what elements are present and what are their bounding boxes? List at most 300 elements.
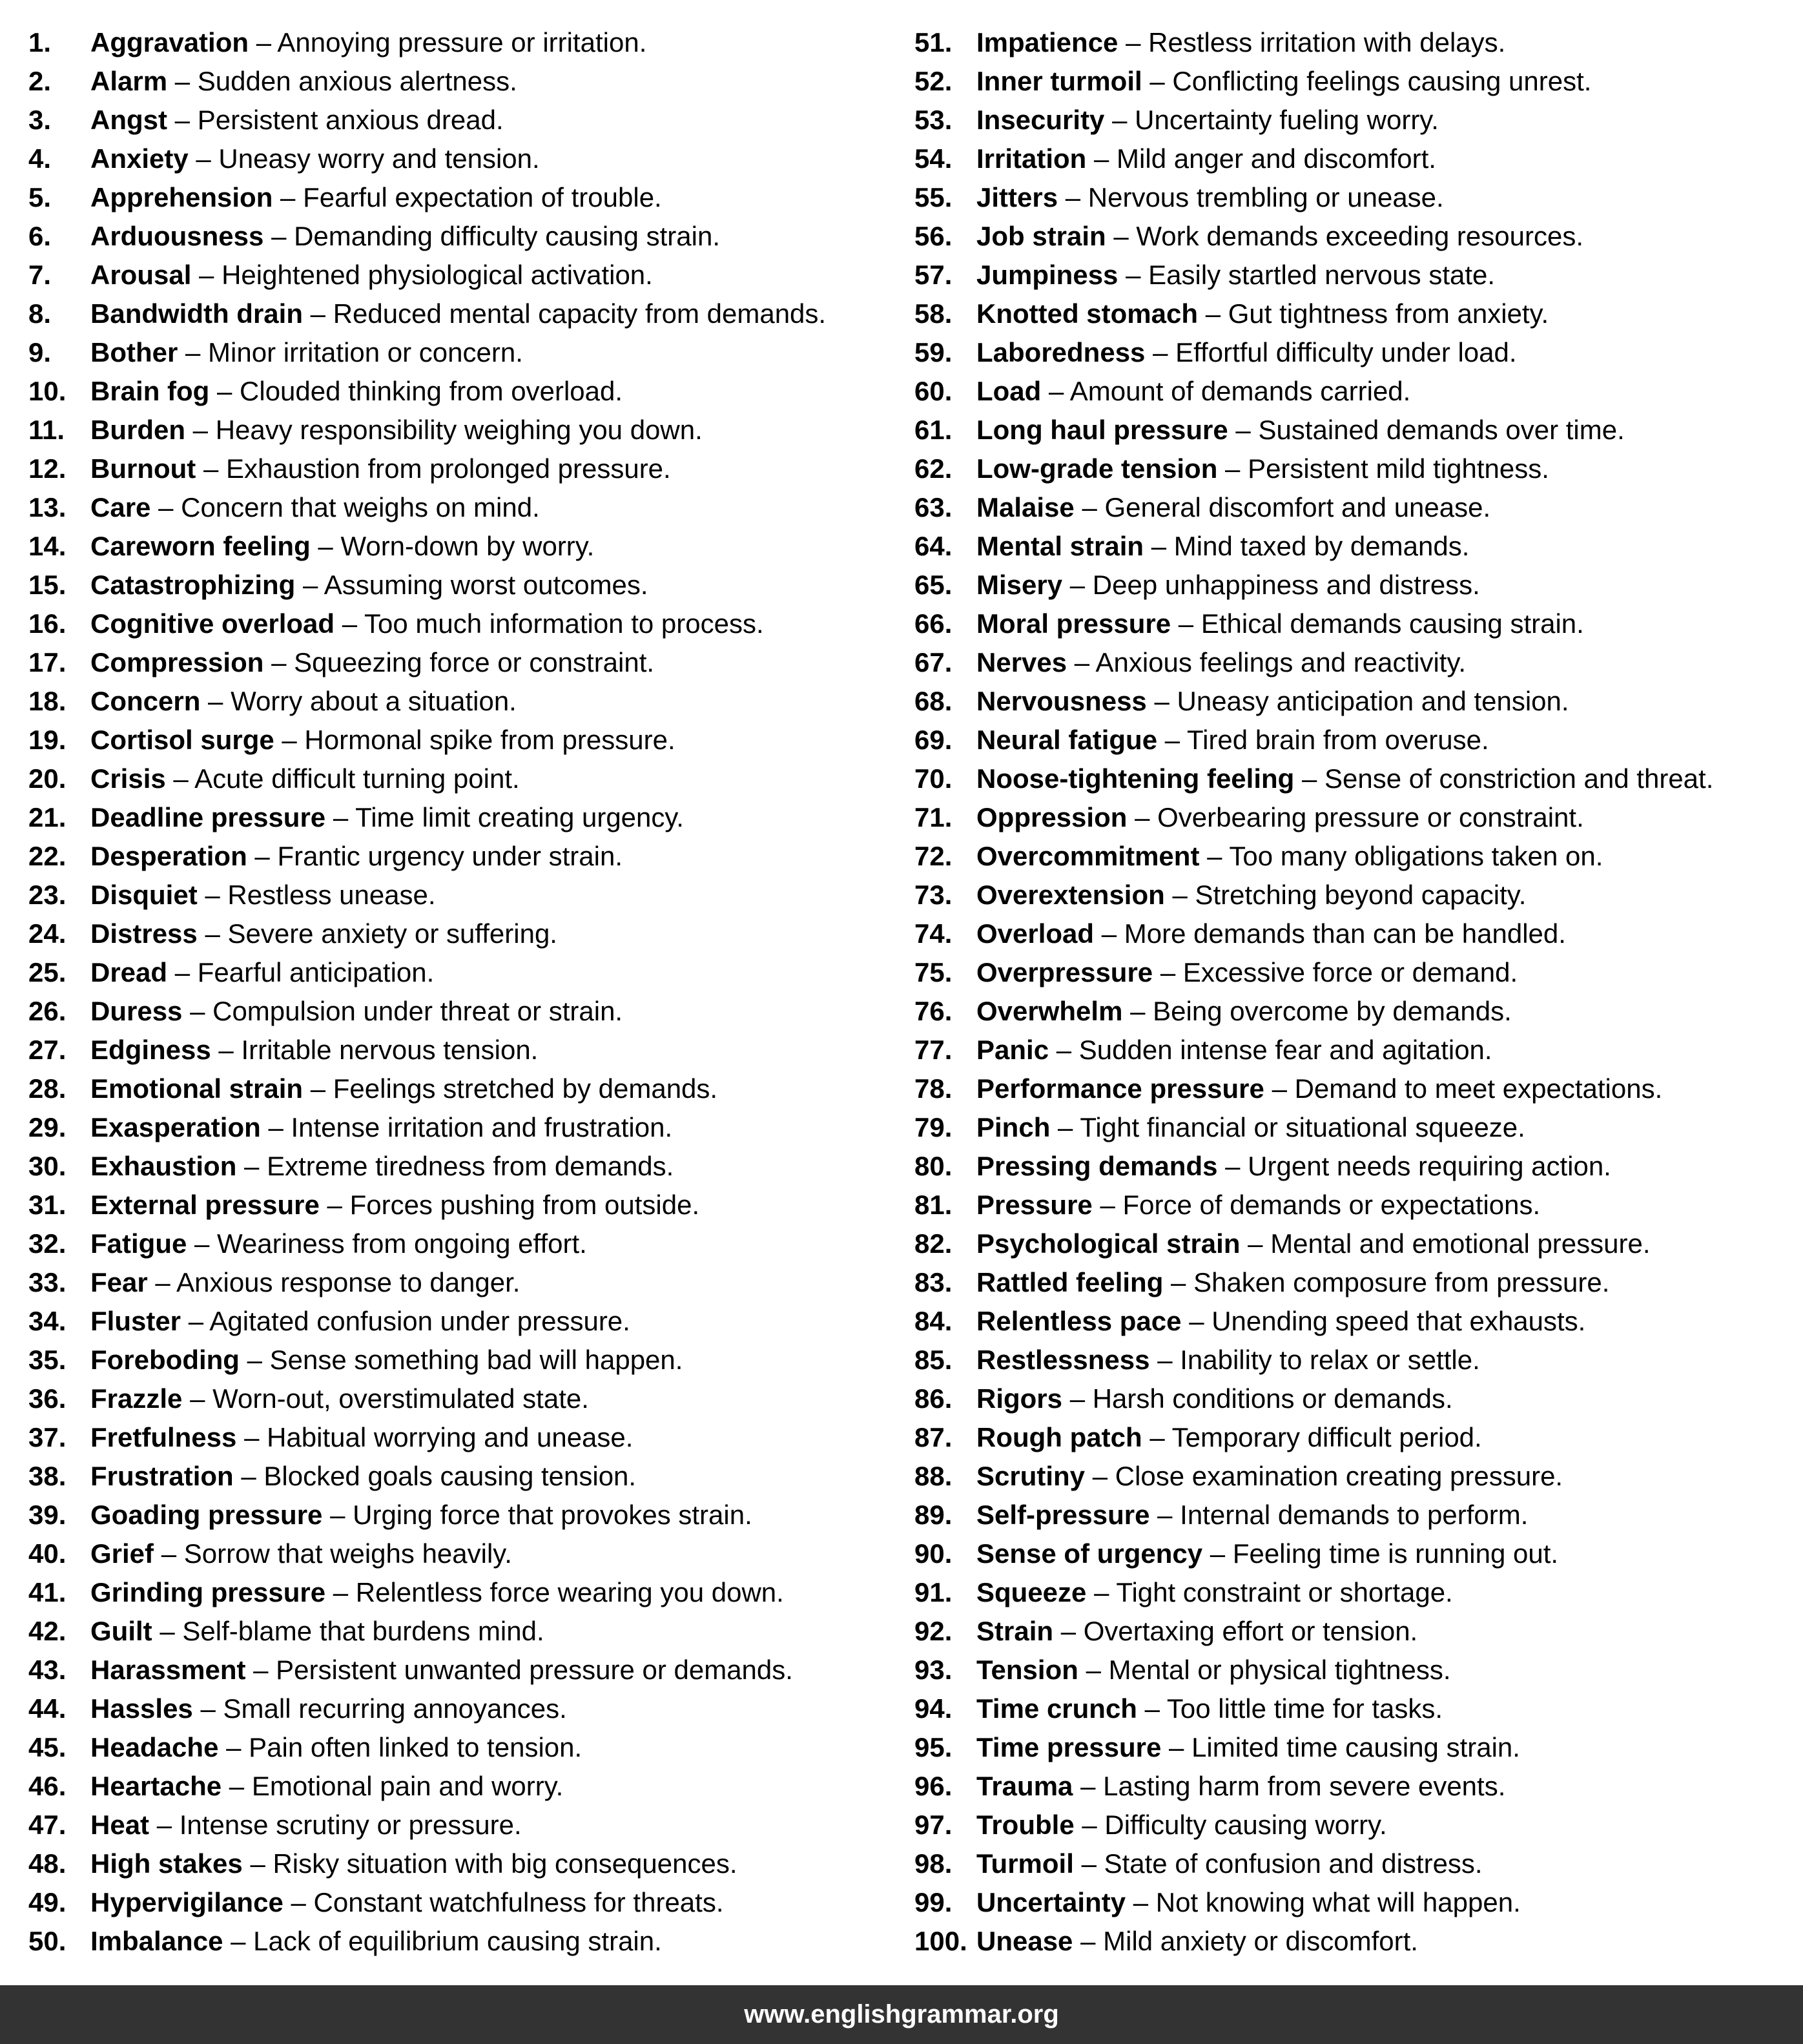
item-separator: – [1169, 1732, 1184, 1762]
item-term: Fear [90, 1267, 148, 1297]
item-text [976, 1147, 1611, 1186]
item-definition: Stretching beyond capacity. [1195, 880, 1527, 910]
item-separator: – [1149, 1422, 1165, 1452]
item-text [90, 1806, 522, 1844]
item-term: Rattled feeling [976, 1267, 1164, 1297]
item-definition: Sorrow that weighs heavily. [183, 1538, 512, 1569]
list-item [28, 256, 887, 294]
item-text [90, 1496, 752, 1534]
item-separator: – [256, 27, 272, 57]
item-term: Pressing demands [976, 1151, 1218, 1181]
item-number: 68. [914, 686, 953, 716]
item-separator: – [174, 957, 191, 987]
item-definition: Uneasy anticipation and tension. [1177, 686, 1569, 716]
item-number: 70. [914, 763, 953, 794]
item-term: Compression [90, 647, 264, 677]
item-term: Trouble [976, 1810, 1075, 1840]
item-term: Knotted stomach [976, 298, 1199, 329]
item-separator: – [192, 415, 209, 445]
item-separator: – [161, 1538, 177, 1569]
item-term: Brain fog [90, 376, 210, 406]
item-text [90, 1844, 737, 1883]
item-separator: – [158, 492, 174, 522]
item-term: Moral pressure [976, 608, 1171, 639]
list-item [914, 566, 1799, 604]
item-number: 3. [28, 105, 52, 135]
item-number: 5. [28, 182, 52, 212]
item-term: Overcommitment [976, 841, 1200, 871]
item-term: Distress [90, 918, 198, 949]
item-term: Impatience [976, 27, 1118, 57]
item-text [90, 992, 623, 1031]
list-item [28, 1612, 887, 1651]
item-term: Irritation [976, 143, 1087, 174]
item-separator: – [282, 725, 297, 755]
list-item [914, 1651, 1799, 1689]
list-item [28, 643, 887, 682]
list-item [28, 1728, 887, 1767]
item-definition: Anxious response to danger. [176, 1267, 520, 1297]
item-term: Heat [90, 1810, 150, 1840]
item-term: Harassment [90, 1655, 246, 1685]
item-number: 16. [28, 608, 67, 639]
item-definition: Acute difficult turning point. [194, 763, 520, 794]
item-definition: Urgent needs requiring action. [1248, 1151, 1611, 1181]
item-text [90, 1689, 567, 1728]
item-definition: Uncertainty fueling worry. [1135, 105, 1439, 135]
item-definition: Being overcome by demands. [1153, 996, 1512, 1026]
list-item [28, 1186, 887, 1224]
list-item [914, 721, 1799, 759]
item-number: 28. [28, 1073, 67, 1104]
item-text [90, 1573, 784, 1612]
item-term: Restlessness [976, 1345, 1150, 1375]
item-text [976, 449, 1549, 488]
item-term: Guilt [90, 1616, 152, 1646]
item-number: 50. [28, 1926, 67, 1956]
item-number: 25. [28, 957, 67, 987]
item-term: Emotional strain [90, 1073, 304, 1104]
item-separator: – [1092, 1461, 1108, 1491]
list-item [28, 1767, 887, 1806]
item-definition: Unending speed that exhausts. [1211, 1306, 1586, 1336]
list-item [914, 837, 1799, 876]
item-separator: – [1301, 763, 1317, 794]
item-definition: Feelings stretched by demands. [333, 1073, 718, 1104]
item-text [90, 682, 517, 721]
item-number: 75. [914, 957, 953, 987]
item-term: Catastrophizing [90, 570, 296, 600]
item-number: 8. [28, 298, 52, 329]
item-text [90, 62, 517, 101]
item-number: 89. [914, 1500, 953, 1530]
item-number: 58. [914, 298, 953, 329]
item-definition: More demands than can be handled. [1124, 918, 1566, 949]
item-separator: – [280, 182, 296, 212]
item-definition: Work demands exceeding resources. [1136, 221, 1583, 251]
item-term: Rigors [976, 1383, 1063, 1414]
item-separator: – [1205, 298, 1221, 329]
item-text [90, 527, 594, 566]
item-number: 57. [914, 260, 953, 290]
item-definition: Limited time causing strain. [1191, 1732, 1520, 1762]
item-number: 13. [28, 492, 67, 522]
item-text [90, 837, 623, 876]
item-term: Psychological strain [976, 1228, 1241, 1259]
item-separator: – [217, 376, 232, 406]
item-number: 71. [914, 802, 953, 832]
item-number: 7. [28, 260, 52, 290]
item-term: Bandwidth drain [90, 298, 303, 329]
item-term: Edginess [90, 1035, 211, 1065]
list-item [28, 759, 887, 798]
item-text [90, 798, 684, 837]
item-text [976, 1883, 1521, 1922]
item-definition: State of confusion and distress. [1104, 1848, 1483, 1879]
item-number: 95. [914, 1732, 953, 1762]
item-term: Jitters [976, 182, 1058, 212]
item-text [90, 1186, 699, 1224]
item-term: Disquiet [90, 880, 198, 910]
item-definition: Restless unease. [227, 880, 436, 910]
list-item [28, 953, 887, 992]
item-term: Overpressure [976, 957, 1153, 987]
item-separator: – [185, 337, 201, 367]
item-number: 19. [28, 725, 67, 755]
item-separator: – [1130, 996, 1146, 1026]
item-separator: – [1080, 1771, 1096, 1801]
item-number: 67. [914, 647, 953, 677]
footer-bar [0, 1985, 1803, 2044]
item-definition: Weariness from ongoing effort. [217, 1228, 587, 1259]
item-separator: – [1126, 260, 1141, 290]
item-separator: – [1207, 841, 1222, 871]
item-number: 14. [28, 531, 67, 561]
item-number: 51. [914, 27, 953, 57]
item-separator: – [194, 1228, 210, 1259]
item-definition: Heightened physiological activation. [222, 260, 653, 290]
item-text [90, 139, 540, 178]
list-item [914, 1573, 1799, 1612]
item-separator: – [1172, 880, 1188, 910]
list-item [914, 1302, 1799, 1341]
item-definition: Small recurring annoyances. [223, 1693, 567, 1724]
list-item [914, 217, 1799, 256]
list-item [28, 411, 887, 449]
item-text [976, 1263, 1609, 1302]
list-item [28, 1844, 887, 1883]
item-number: 61. [914, 415, 953, 445]
list-item [28, 1069, 887, 1108]
item-text [976, 527, 1469, 566]
list-item [28, 566, 887, 604]
item-number: 52. [914, 66, 953, 96]
list-item [914, 23, 1799, 62]
list-item [28, 1534, 887, 1573]
item-definition: Lasting harm from severe events. [1103, 1771, 1506, 1801]
item-separator: – [174, 105, 191, 135]
item-number: 24. [28, 918, 67, 949]
list-item [28, 798, 887, 837]
item-definition: Relentless force wearing you down. [355, 1577, 784, 1607]
item-number: 79. [914, 1112, 953, 1142]
list-item [914, 449, 1799, 488]
item-separator: – [303, 570, 318, 600]
item-number: 87. [914, 1422, 953, 1452]
item-text [976, 488, 1490, 527]
item-text [90, 294, 826, 333]
item-text [90, 217, 720, 256]
item-number: 34. [28, 1306, 67, 1336]
list-item [28, 876, 887, 914]
item-term: Neural fatigue [976, 725, 1158, 755]
item-text [90, 1728, 582, 1767]
item-number: 41. [28, 1577, 67, 1607]
item-number: 92. [914, 1616, 953, 1646]
item-text [90, 1108, 672, 1147]
item-number: 88. [914, 1461, 953, 1491]
item-number: 33. [28, 1267, 67, 1297]
item-separator: – [310, 1073, 326, 1104]
item-term: Mental strain [976, 531, 1144, 561]
item-definition: Sudden anxious alertness. [197, 66, 517, 96]
item-number: 29. [28, 1112, 67, 1142]
item-definition: Deep unhappiness and distress. [1092, 570, 1480, 600]
item-term: Nerves [976, 647, 1067, 677]
item-text [90, 1534, 512, 1573]
item-definition: Intense irritation and frustration. [291, 1112, 673, 1142]
list-item [914, 62, 1799, 101]
item-separator: – [156, 1810, 172, 1840]
item-definition: Worn-out, overstimulated state. [212, 1383, 589, 1414]
item-definition: Risky situation with big consequences. [273, 1848, 737, 1879]
item-term: Cortisol surge [90, 725, 274, 755]
item-text [976, 604, 1584, 643]
item-definition: Compulsion under threat or strain. [212, 996, 623, 1026]
item-separator: – [1065, 182, 1081, 212]
item-definition: Minor irritation or concern. [208, 337, 523, 367]
item-text [976, 721, 1489, 759]
item-separator: – [1248, 1228, 1263, 1259]
item-term: Burden [90, 415, 185, 445]
item-term: Desperation [90, 841, 247, 871]
item-text [976, 139, 1436, 178]
item-separator: – [218, 1035, 234, 1065]
list-item [28, 1496, 887, 1534]
item-text [90, 721, 675, 759]
item-text [976, 1728, 1520, 1767]
item-text [976, 1689, 1443, 1728]
list-item [914, 1147, 1799, 1186]
item-definition: Pain often linked to tension. [249, 1732, 582, 1762]
list-item [28, 1108, 887, 1147]
item-text [976, 682, 1569, 721]
list-item [28, 1418, 887, 1457]
item-definition: Concern that weighs on mind. [181, 492, 540, 522]
item-number: 12. [28, 453, 67, 484]
item-number: 81. [914, 1190, 953, 1220]
list-item [914, 294, 1799, 333]
item-separator: – [173, 763, 189, 794]
item-number: 21. [28, 802, 67, 832]
list-item [28, 333, 887, 372]
item-number: 85. [914, 1345, 953, 1375]
item-text [976, 1186, 1540, 1224]
item-definition: Heavy responsibility weighing you down. [215, 415, 703, 445]
item-separator: – [1074, 647, 1090, 677]
item-text [976, 101, 1439, 139]
item-term: Duress [90, 996, 183, 1026]
item-separator: – [199, 260, 214, 290]
list-item [914, 992, 1799, 1031]
item-term: Jumpiness [976, 260, 1118, 290]
item-number: 97. [914, 1810, 953, 1840]
item-separator: – [327, 1190, 342, 1220]
list-item [28, 178, 887, 217]
item-definition: Internal demands to perform. [1180, 1500, 1529, 1530]
item-definition: Lack of equilibrium causing strain. [253, 1926, 662, 1956]
list-item [914, 604, 1799, 643]
item-definition: Worry about a situation. [231, 686, 517, 716]
item-term: Uncertainty [976, 1887, 1126, 1917]
item-text [976, 914, 1566, 953]
item-number: 17. [28, 647, 67, 677]
list-item [28, 992, 887, 1031]
list-item [914, 527, 1799, 566]
item-separator: – [1081, 1848, 1097, 1879]
item-separator: – [244, 1422, 260, 1452]
item-number: 38. [28, 1461, 67, 1491]
item-text [976, 1496, 1528, 1534]
item-text [90, 178, 662, 217]
item-text [976, 992, 1512, 1031]
item-term: Scrutiny [976, 1461, 1086, 1491]
item-definition: Gut tightness from anxiety. [1228, 298, 1549, 329]
item-separator: – [1133, 1887, 1149, 1917]
item-definition: Uneasy worry and tension. [218, 143, 540, 174]
list-item [28, 1883, 887, 1922]
item-number: 63. [914, 492, 953, 522]
item-text [90, 1767, 563, 1806]
item-separator: – [1157, 1345, 1173, 1375]
item-term: Insecurity [976, 105, 1105, 135]
item-definition: Nervous trembling or unease. [1087, 182, 1444, 212]
item-term: Malaise [976, 492, 1075, 522]
item-text [90, 101, 504, 139]
item-term: Performance pressure [976, 1073, 1264, 1104]
item-number: 56. [914, 221, 953, 251]
item-term: Fluster [90, 1306, 181, 1336]
item-definition: Amount of demands carried. [1069, 376, 1411, 406]
item-text [976, 837, 1603, 876]
item-text [976, 1573, 1453, 1612]
item-separator: – [1086, 1655, 1101, 1685]
item-number: 76. [914, 996, 953, 1026]
item-definition: Worn-down by worry. [340, 531, 595, 561]
item-term: Arduousness [90, 221, 264, 251]
item-definition: Demand to meet expectations. [1294, 1073, 1663, 1104]
item-number: 98. [914, 1848, 953, 1879]
item-definition: Feeling time is running out. [1232, 1538, 1559, 1569]
item-separator: – [190, 1383, 205, 1414]
item-text [976, 1031, 1492, 1069]
item-separator: – [1171, 1267, 1186, 1297]
item-text [90, 1302, 630, 1341]
item-term: Nervousness [976, 686, 1147, 716]
list-item [28, 914, 887, 953]
item-definition: Persistent unwanted pressure or demands. [276, 1655, 793, 1685]
list-item [28, 1806, 887, 1844]
word-list-column-left [28, 23, 887, 1961]
item-separator: – [1101, 918, 1117, 949]
list-item [914, 1496, 1799, 1534]
item-text [90, 449, 671, 488]
item-term: Apprehension [90, 182, 273, 212]
item-term: Oppression [976, 802, 1128, 832]
item-definition: Sudden intense fear and agitation. [1078, 1035, 1492, 1065]
item-term: Dread [90, 957, 168, 987]
item-text [976, 1922, 1418, 1961]
item-term: Cognitive overload [90, 608, 335, 639]
item-term: Heartache [90, 1771, 222, 1801]
item-separator: – [160, 1616, 175, 1646]
item-number: 4. [28, 143, 52, 174]
item-definition: Not knowing what will happen. [1155, 1887, 1521, 1917]
item-definition: Mental or physical tightness. [1108, 1655, 1451, 1685]
list-item [28, 721, 887, 759]
item-number: 77. [914, 1035, 953, 1065]
item-term: Time pressure [976, 1732, 1162, 1762]
item-text [976, 217, 1583, 256]
item-number: 26. [28, 996, 67, 1026]
item-separator: – [188, 1306, 204, 1336]
item-term: Anxiety [90, 143, 189, 174]
item-number: 45. [28, 1732, 67, 1762]
item-number: 84. [914, 1306, 953, 1336]
item-text [90, 643, 654, 682]
list-item [28, 139, 887, 178]
item-separator: – [1113, 221, 1129, 251]
item-term: Hassles [90, 1693, 193, 1724]
list-item [28, 1689, 887, 1728]
item-text [976, 566, 1480, 604]
item-term: Grinding pressure [90, 1577, 326, 1607]
item-separator: – [1126, 27, 1141, 57]
item-separator: – [1112, 105, 1128, 135]
item-definition: Forces pushing from outside. [349, 1190, 700, 1220]
item-separator: – [155, 1267, 170, 1297]
list-item [914, 1844, 1799, 1883]
list-item [914, 1263, 1799, 1302]
item-text [976, 1341, 1480, 1379]
item-number: 43. [28, 1655, 67, 1685]
item-definition: Frantic urgency under strain. [277, 841, 623, 871]
item-number: 72. [914, 841, 953, 871]
item-text [90, 1883, 724, 1922]
item-separator: – [244, 1151, 260, 1181]
item-term: Overwhelm [976, 996, 1123, 1026]
item-separator: – [1225, 1151, 1241, 1181]
item-term: Sense of urgency [976, 1538, 1203, 1569]
item-definition: Persistent anxious dread. [197, 105, 504, 135]
item-term: Job strain [976, 221, 1106, 251]
item-term: Careworn feeling [90, 531, 311, 561]
item-term: Foreboding [90, 1345, 240, 1375]
item-term: Burnout [90, 453, 196, 484]
item-text [976, 1534, 1558, 1573]
item-term: Frustration [90, 1461, 234, 1491]
item-definition: Restless irritation with delays. [1148, 27, 1506, 57]
